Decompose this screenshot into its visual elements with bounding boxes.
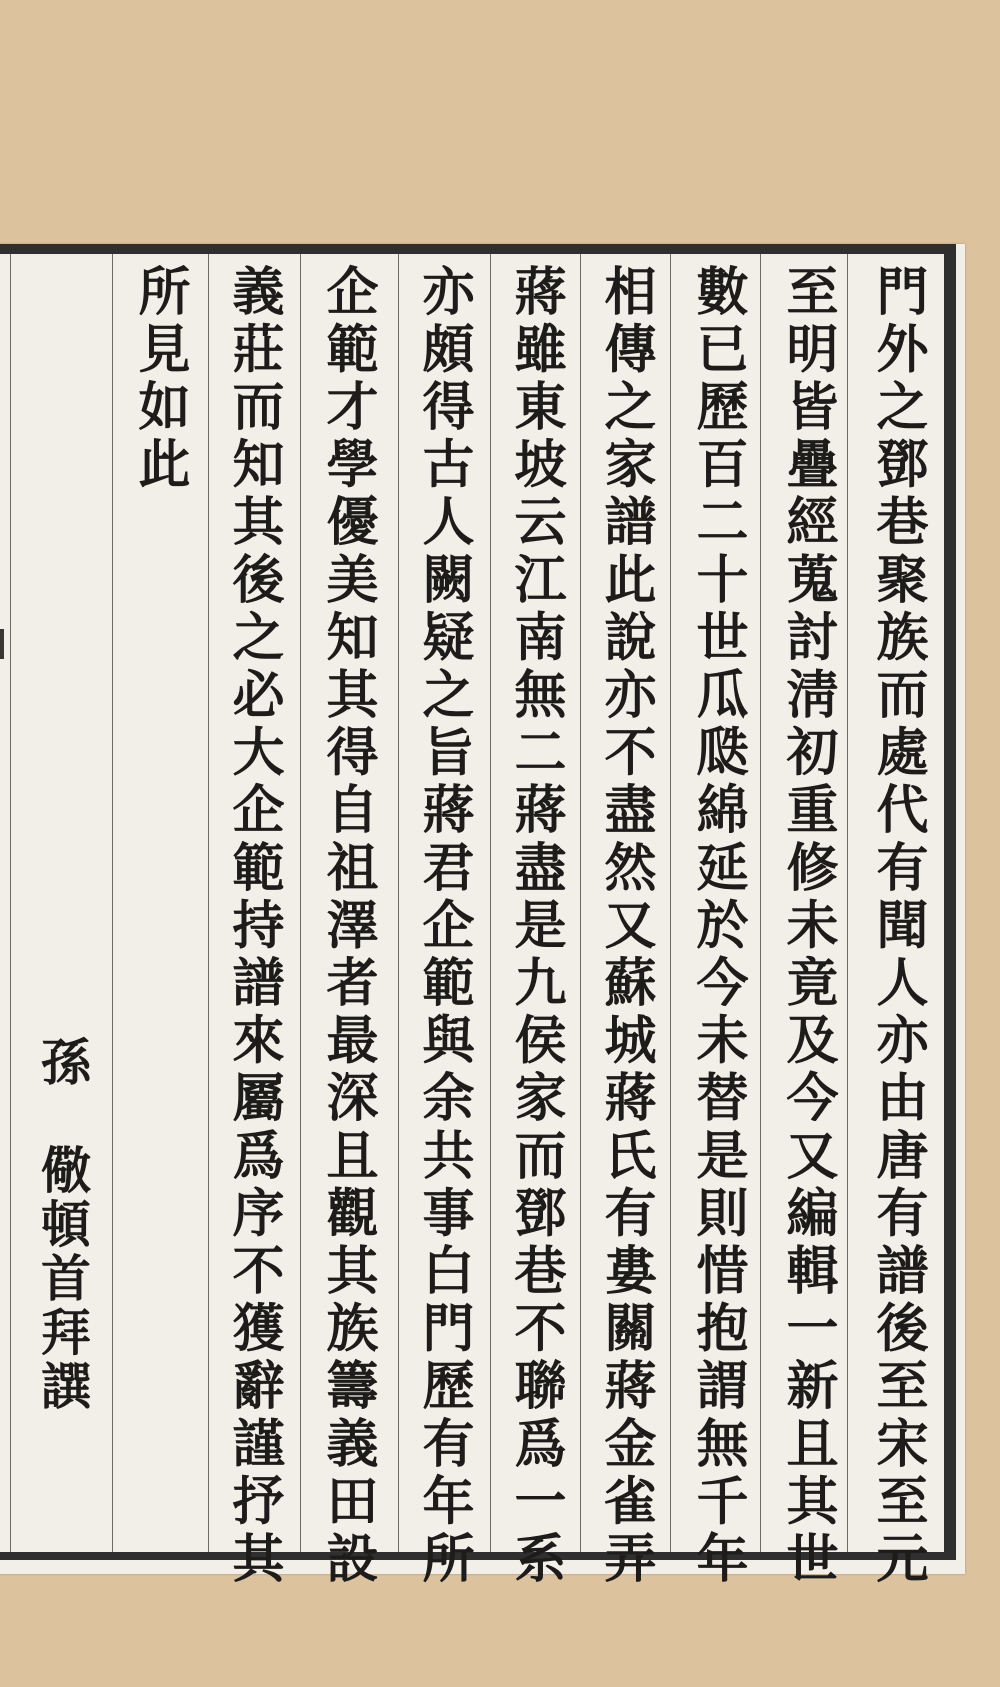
text-column-7: 企範才學優美知其得自祖澤者最深且觀其族籌義田設	[317, 264, 378, 1589]
column-rule	[398, 254, 399, 1552]
frame-right-border	[944, 244, 956, 1560]
text-column-2: 至明皆疊經蒐討淸初重修未竟及今又編輯一新且其世	[777, 264, 838, 1589]
frame-top-border	[0, 244, 955, 254]
column-rule	[112, 254, 113, 1552]
text-column-9: 所見如此	[129, 264, 190, 495]
column-rule	[208, 254, 209, 1552]
column-rule	[300, 254, 301, 1552]
column-rule	[10, 254, 11, 1552]
text-column-4: 相傳之家譜此說亦不盡然又蘇城蔣氏有婁關蔣金雀弄	[595, 264, 656, 1589]
column-rule	[760, 254, 761, 1552]
text-column-8: 義莊而知其後之必大企範持譜來屬爲序不獲辭謹抒其	[223, 264, 284, 1589]
text-column-1: 門外之鄧巷聚族而處代有聞人亦由唐有譜後至宋至元	[867, 264, 928, 1589]
fold-edge-mark	[0, 629, 4, 659]
book-page	[0, 244, 965, 1589]
author-signature: 孫 儆頓首拜譔	[33, 1036, 92, 1414]
column-rule	[580, 254, 581, 1552]
text-column-3: 數已歷百二十世瓜瓞綿延於今未替是則惜抱謂無千年	[687, 264, 748, 1589]
column-rule	[490, 254, 491, 1552]
text-column-6: 亦頗得古人闕疑之旨蔣君企範與余共事白門歷有年所	[413, 264, 474, 1589]
column-rule	[670, 254, 671, 1552]
text-column-5: 蔣雖東坡云江南無二蔣盡是九侯家而鄧巷不聯爲一系	[505, 264, 566, 1589]
